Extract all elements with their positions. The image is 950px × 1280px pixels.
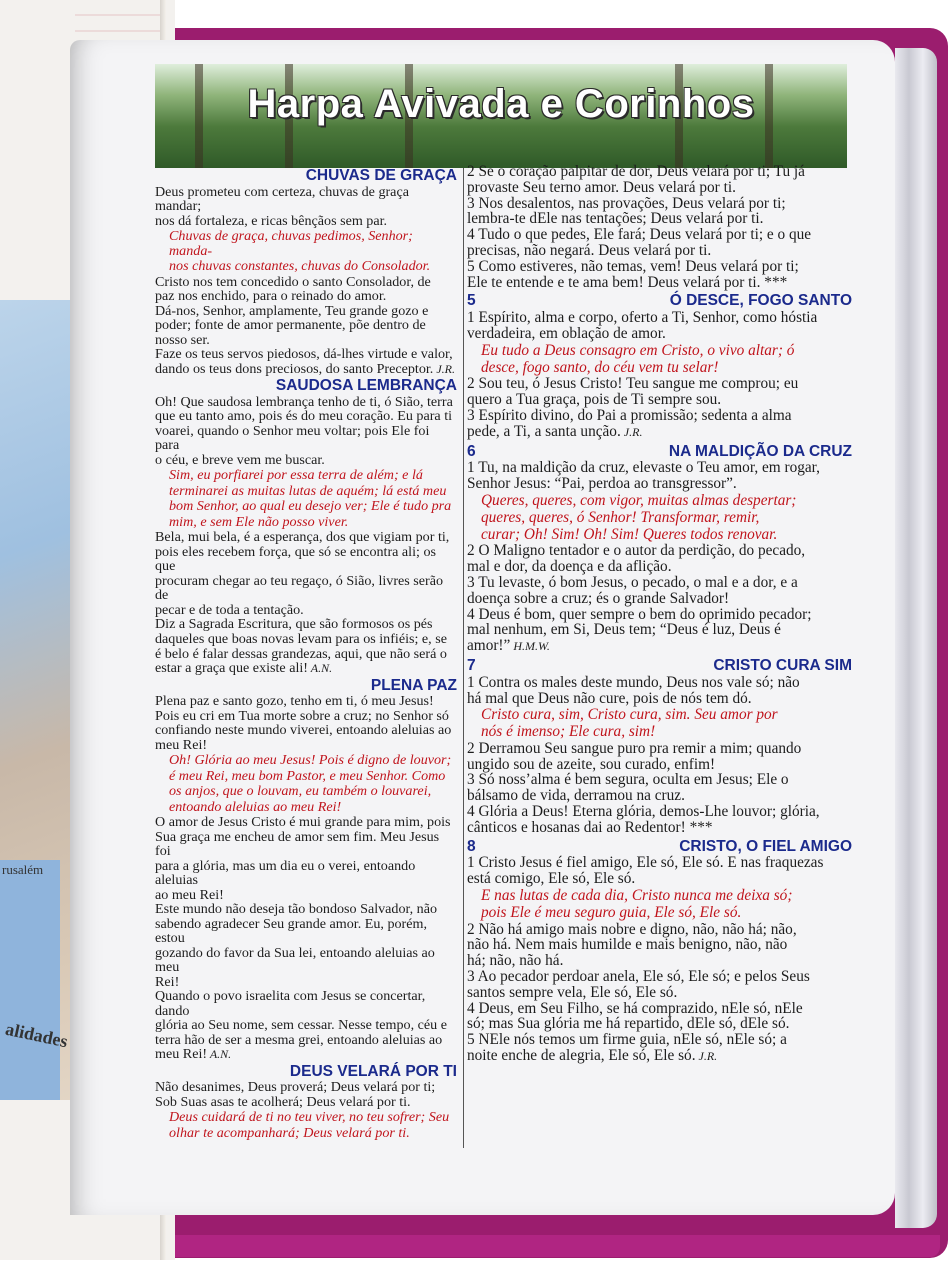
hymn-h1 — [155, 169, 457, 376]
verse-line: quero a Tua graça, pois de Ti sempre sou. — [467, 391, 722, 409]
verse-line: 3 Nos desalentos, nas provações, Deus velará por ti; — [467, 194, 786, 212]
right-column — [467, 164, 852, 1065]
chorus-line: os anjos, que o louvam, eu também o louvarei, — [169, 783, 432, 800]
verse-line: Oh! Que saudosa lembrança tenho de ti, ó Sião, terra — [155, 393, 453, 410]
verse-line: meu Rei! — [155, 736, 208, 753]
verse-line: provaste Seu terno amor. Deus velará por ti. — [467, 178, 736, 196]
hymn-number: 7 — [467, 656, 476, 674]
verse-line: 2 Se o coração palpitar de dor, Deus velará por ti; Tu já — [467, 163, 805, 180]
left-column — [155, 166, 457, 1142]
verse-line: amor!” H.M.W. — [467, 637, 550, 655]
verse-line: Ele te entende e te ama bem! Deus velará por ti. *** — [467, 273, 788, 291]
hymn-title: CHUVAS DE GRAÇA — [305, 167, 457, 184]
chorus-line: nós é imenso; Ele cura, sim! — [481, 723, 656, 741]
verse-line: Sob Suas asas te acolherá; Deus velará por ti. — [155, 1093, 411, 1110]
verse-line: cânticos e hosanas dai ao Redentor! *** — [467, 818, 713, 836]
verse-line: 1 Espírito, alma e corpo, oferto a Ti, Senhor, como hóstia — [467, 309, 818, 327]
verse-line: poder; fonte de amor permanente, põe dentro de — [155, 317, 426, 334]
verse-line: que eu tanto amo, pois és do meu coração. Eu para ti — [155, 408, 453, 425]
hymn-title: SAUDOSA LEMBRANÇA — [275, 377, 457, 395]
verse-line: confiando neste mundo viverei, entoando aleluias ao — [155, 722, 452, 739]
hymn-h8 — [467, 839, 852, 1065]
verse-line: 3 Tu levaste, ó bom Jesus, o pecado, o mal e a dor, e a — [467, 573, 798, 591]
hymn-header — [467, 658, 852, 674]
verse-line: 2 Derramou Seu sangue puro pra remir a mim; quando — [467, 739, 802, 757]
chorus-line: bom Senhor, ao qual eu desejo ver; Ele é tudo pra — [169, 498, 452, 515]
hymn-signature: J.R. — [620, 424, 643, 439]
verse-line: bálsamo de vida, derramou na cruz. — [467, 787, 685, 805]
verse-line: Rei! — [155, 973, 180, 990]
hymn-header — [155, 1062, 457, 1080]
chorus-line: é meu Rei, meu bom Pastor, e meu Senhor. Como — [169, 767, 446, 784]
verse-line: é belo é falar dessas grandezas, aqui, que não será o — [155, 645, 447, 662]
verse-line: há mal que Deus não cure, pois de nós tem dó. — [467, 689, 752, 707]
verse-line: doença sobre a cruz; és o grande Salvador! — [467, 589, 730, 607]
verse-line: Bela, mui bela, é a esperança, dos que vigiam por ti, — [155, 529, 450, 546]
verse-line: Não desanimes, Deus proverá; Deus velará por ti; — [155, 1079, 436, 1096]
verse-line: pede, a Ti, a santa unção. J.R. — [467, 422, 643, 440]
hymn-title: NA MALDIÇÃO DA CRUZ — [668, 442, 852, 460]
verse-line: Dá-nos, Senhor, amplamente, Teu grande gozo e — [155, 302, 429, 319]
verse-line: Pois eu cri em Tua morte sobre a cruz; no Senhor só — [155, 707, 449, 724]
verse-line: só; mas Sua glória me há repartido, dEle só, dEle só. — [467, 1015, 790, 1033]
hymn-h4 — [155, 1062, 457, 1141]
page-title: Harpa Avivada e Corinhos — [247, 82, 755, 126]
hymn-h4b — [467, 164, 852, 290]
verse-line: Diz a Sagrada Escritura, que são formosos os pés — [155, 616, 433, 633]
chorus-line: curar; Oh! Sim! Oh! Sim! Queres todos renovar. — [481, 525, 778, 543]
verse-line: 5 NEle nós temos um firme guia, nEle só, nEle só; a — [467, 1031, 787, 1049]
verse-line: gozando do favor da Sua lei, entoando aleluias ao meu — [155, 944, 435, 976]
verse-line: paz nos enchido, para o reinado do amor. — [155, 288, 387, 305]
verse-line: 3 Ao pecador perdoar anela, Ele só, Ele só; e pelos Seus — [467, 968, 810, 986]
map-label-localidades: alidades — [3, 1018, 70, 1052]
hymn-h7 — [467, 658, 852, 836]
book-cover-edge — [40, 1235, 940, 1257]
verse-line: 1 Contra os males deste mundo, Deus nos vale só; não — [467, 673, 800, 691]
header-banner — [155, 64, 847, 168]
hymn-signature: A.N. — [207, 1047, 232, 1062]
chorus-line: queres, queres, ó Senhor! Transformar, remir, — [481, 508, 760, 526]
verse-line: 4 Tudo o que pedes, Ele fará; Deus velará por ti; e o que — [467, 226, 812, 244]
chorus-line: mim, e sem Ele não posso viver. — [169, 513, 349, 530]
chorus-line: nos chuvas constantes, chuvas do Consolador. — [169, 258, 431, 275]
verse-line: Senhor Jesus: “Pai, perdoa ao transgressor”. — [467, 475, 737, 493]
hymn-number: 6 — [467, 442, 476, 460]
hymn-header — [155, 379, 457, 394]
verse-line: para a glória, mas um dia eu o verei, entoando aleluias — [155, 857, 416, 889]
verse-line: 2 O Maligno tentador e o autor da perdição, do pecado, — [467, 542, 806, 560]
hymn-h2 — [155, 379, 457, 675]
hymn-signature: J.R. — [695, 1049, 718, 1064]
chorus-line: Deus cuidará de ti no teu viver, no teu sofrer; Seu — [169, 1109, 450, 1126]
verse-line: meu Rei! A.N. — [155, 1046, 232, 1063]
hymn-h3 — [155, 676, 457, 1063]
hymn-number: 8 — [467, 837, 476, 855]
verse-line: o céu, e breve vem me buscar. — [155, 451, 325, 468]
hymn-signature: A.N. — [308, 661, 333, 676]
verse-line: precisas, não negará. Deus velará por ti. — [467, 241, 712, 259]
hymn-header — [467, 444, 852, 460]
hymn-header — [467, 293, 852, 309]
verse-line: mal e dor, da doença e da aflição. — [467, 558, 672, 576]
hymn-title: Ó DESCE, FOGO SANTO — [669, 292, 852, 310]
verse-line: Quando o povo israelita com Jesus se concertar, dando — [155, 988, 426, 1019]
verse-line: estar a graça que existe ali! A.N. — [155, 660, 333, 677]
verse-line: 1 Tu, na maldição da cruz, elevaste o Teu amor, em rogar, — [467, 459, 820, 477]
chorus-line: Cristo cura, sim, Cristo cura, sim. Seu amor por — [481, 706, 778, 724]
verse-line: noite enche de alegria, Ele só, Ele só. J.R. — [467, 1047, 718, 1065]
verse-line: pois eles recebem força, que só se encontra ali; os que — [155, 543, 436, 575]
verse-line: 2 Não há amigo mais nobre e digno, não, não há; não, — [467, 920, 797, 938]
hymn-title: CRISTO, O FIEL AMIGO — [679, 837, 852, 855]
verse-line: sabendo agradecer Seu grande amor. Eu, porém, estou — [155, 915, 427, 947]
verse-line: santos sempre vela, Ele só, Ele só. — [467, 983, 678, 1001]
verse-line: 5 Como estiveres, não temas, vem! Deus velará por ti; — [467, 257, 799, 275]
hymn-signature: J.R. — [433, 361, 455, 376]
verse-line: daqueles que boas novas levam para os infiéis; e, se — [155, 630, 447, 647]
chorus-line: Sim, eu porfiarei por essa terra de além; e lá — [169, 467, 423, 484]
verse-line: nosso ser. — [155, 331, 210, 348]
chorus-line: olhar te acompanhará; Deus velará por ti. — [169, 1125, 410, 1141]
verse-line: Deus prometeu com certeza, chuvas de graça mandar; — [155, 183, 409, 215]
hymn-number: 5 — [467, 292, 476, 310]
column-divider — [463, 168, 464, 1148]
chorus-line: pois Ele é meu seguro guia, Ele só, Ele só. — [481, 903, 742, 921]
verse-line: 4 Deus, em Seu Filho, se há comprazido, nEle só, nEle — [467, 999, 803, 1017]
map-sea — [0, 860, 60, 1100]
verse-line: pecar e de toda a tentação. — [155, 601, 304, 618]
verse-line: 3 Espírito divino, do Pai a promissão; sedenta a alma — [467, 406, 792, 424]
verse-line: não há. Nem mais humilde e mais benigno, não, não — [467, 936, 788, 954]
verse-line: terra hão de ser a mesma grei, entoando aleluias ao — [155, 1031, 443, 1048]
hymn-h5 — [467, 293, 852, 440]
chorus-line: desce, fogo santo, do céu vem tu selar! — [481, 358, 719, 376]
hymn-header — [467, 839, 852, 855]
verse-line: 4 Deus é bom, quer sempre o bem do oprimido pecador; — [467, 605, 812, 623]
verse-line: ao meu Rei! — [155, 886, 224, 903]
verse-line: Plena paz e santo gozo, tenho em ti, ó meu Jesus! — [155, 693, 434, 710]
hymn-signature: H.M.W. — [510, 639, 550, 654]
verse-line: está comigo, Ele só, Ele só. — [467, 870, 636, 888]
hymn-title: DEUS VELARÁ POR TI — [289, 1062, 457, 1080]
chorus-line: Oh! Glória ao meu Jesus! Pois é digno de louvor; — [169, 752, 452, 769]
page-stack-edge — [895, 48, 937, 1228]
verse-line: 4 Glória a Deus! Eterna glória, demos-Lhe louvor; glória, — [467, 803, 820, 821]
verse-line: glória ao Seu nome, sem cessar. Nesse tempo, céu e — [155, 1017, 447, 1034]
verse-line: Este mundo não deseja tão bondoso Salvador, não — [155, 901, 438, 918]
verse-line: mal nenhum, em Si, Deus tem; “Deus é luz, Deus é — [467, 621, 781, 639]
verse-line: há; não, não há. — [467, 952, 564, 970]
verse-line: Sua graça me encheu de amor sem fim. Meu Jesus foi — [155, 828, 440, 860]
verse-line: Cristo nos tem concedido o santo Consolador, de — [155, 273, 431, 290]
chorus-line: Queres, queres, com vigor, muitas almas despertar; — [481, 491, 797, 509]
verse-line: lembra-te dEle nas tentações; Deus velará por ti. — [467, 210, 764, 228]
hymn-header — [155, 169, 457, 184]
map-label-jerusalem: rusalém — [2, 862, 44, 877]
chorus-line: Eu tudo a Deus consagro em Cristo, o vivo altar; ó — [481, 341, 795, 359]
chorus-line: E nas lutas de cada dia, Cristo nunca me deixa só; — [481, 887, 793, 905]
verse-line: O amor de Jesus Cristo é mui grande para mim, pois — [155, 814, 451, 831]
verse-line: Faze os teus servos piedosos, dá-lhes virtude e valor, — [155, 346, 453, 363]
verse-line: ungido sou de azeite, sou curado, enfim! — [467, 755, 716, 773]
hymn-h6 — [467, 444, 852, 655]
verse-line: nos dá fortaleza, e ricas bênçãos sem par. — [155, 212, 388, 229]
verse-line: 1 Cristo Jesus é fiel amigo, Ele só, Ele só. E nas fraquezas — [467, 854, 824, 872]
verse-line: verdadeira, em oblação de amor. — [467, 324, 666, 342]
verse-line: 3 Só noss’alma é bem segura, oculta em Jesus; Ele o — [467, 771, 789, 789]
chorus-line: entoando aleluias ao meu Rei! — [169, 798, 342, 815]
chorus-line: terminarei as muitas lutas de aquém; lá está meu — [169, 482, 447, 499]
verse-line: procuram chegar ao teu regaço, ó Sião, livres serão de — [155, 572, 444, 604]
hymn-title: CRISTO CURA SIM — [713, 656, 852, 674]
hymn-header — [155, 676, 457, 694]
chorus-line: Chuvas de graça, chuvas pedimos, Senhor; manda- — [169, 228, 413, 259]
hymn-title: PLENA PAZ — [370, 676, 457, 694]
verse-line: dando os teus dons preciosos, do santo Preceptor. J.R. — [155, 360, 455, 377]
verse-line: 2 Sou teu, ó Jesus Cristo! Teu sangue me comprou; eu — [467, 375, 799, 393]
verse-line: voarei, quando o Senhor meu voltar; pois Ele foi para — [155, 422, 430, 454]
